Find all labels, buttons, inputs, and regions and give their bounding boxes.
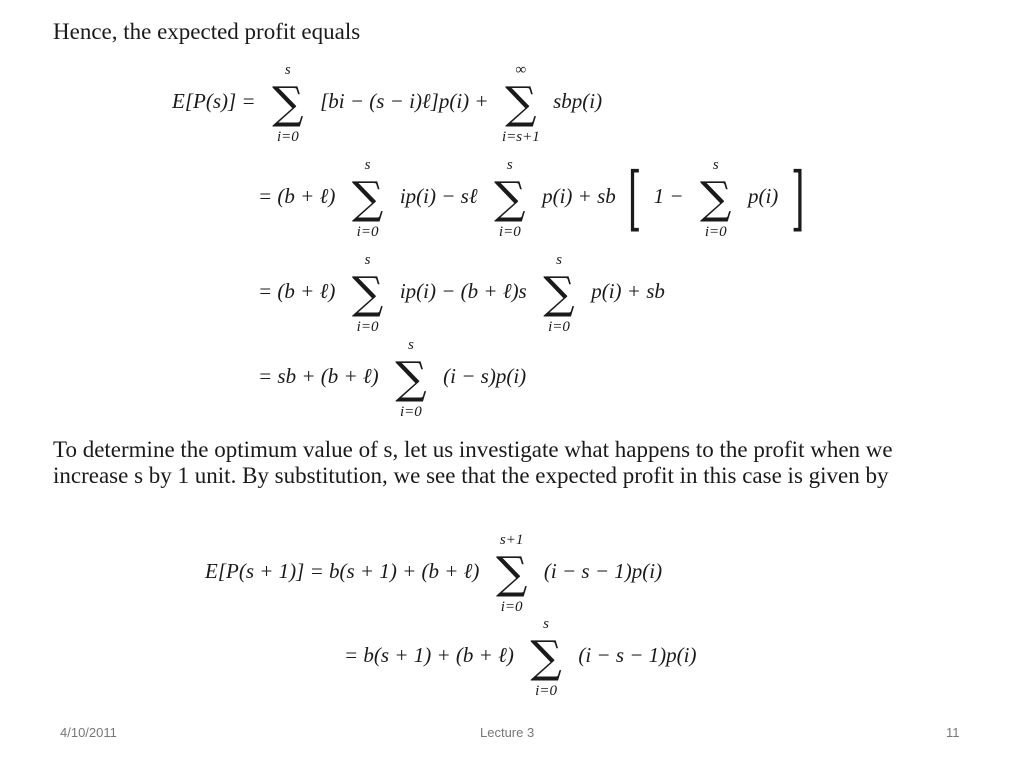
equation-line-4 (258, 337, 527, 420)
equation-term: [bi − (s − i)ℓ]p(i) + (320, 88, 489, 113)
equation-term: p(i) + sb (542, 183, 616, 208)
equation-term: p(i) (747, 183, 779, 208)
right-bracket: ] (790, 157, 805, 239)
equation-lhs: E[P(s)] = (172, 88, 256, 113)
summation-symbol: s ∑ i=0 (691, 163, 741, 233)
summation-symbol: s ∑ i=0 (485, 163, 535, 233)
equation-line-6 (344, 616, 697, 699)
sum-lower-limit: i=0 (400, 404, 422, 420)
equation-term: p(i) + sb (591, 278, 665, 303)
equation-term: (i − s − 1)p(i) (578, 642, 697, 667)
summation-symbol: ∞ ∑ i=s+1 (496, 68, 546, 138)
sum-lower-limit: i=0 (356, 224, 379, 240)
equation-term: sbp(i) (553, 88, 603, 113)
equation-line-1 (172, 62, 603, 145)
intro-text: Hence, the expected profit equals (53, 19, 361, 44)
body-paragraph: To determine the optimum value of s, let us investigate what happens to the profit when we increase s by 1 unit. By substitution, we see that the expected profit in this case is given by (53, 437, 893, 488)
equation-term: ip(i) − sℓ (399, 183, 478, 208)
equation-lead: = b(s + 1) + (b + ℓ) (344, 642, 514, 667)
summation-symbol: s ∑ i=0 (386, 343, 436, 413)
equation-term: 1 − (653, 183, 684, 208)
footer-page-number: 11 (946, 725, 960, 740)
sum-upper-limit: s (506, 157, 513, 173)
sum-upper-limit: s (284, 62, 291, 78)
summation-symbol: s ∑ i=0 (521, 622, 571, 692)
summation-symbol: s ∑ i=0 (343, 163, 393, 233)
sum-lower-limit: i=0 (498, 224, 521, 240)
footer-lecture-title: Lecture 3 (480, 725, 535, 740)
equation-line-2 (258, 157, 811, 240)
left-bracket: [ (627, 157, 642, 239)
equation-lead: = (b + ℓ) (258, 183, 336, 208)
sum-upper-limit: s (408, 337, 414, 353)
sum-upper-limit: ∞ (515, 62, 527, 78)
sum-lower-limit: i=0 (276, 129, 299, 145)
equation-lead: = (b + ℓ) (258, 278, 336, 303)
equation-lhs: E[P(s + 1)] = b(s + 1) + (b + ℓ) (205, 558, 480, 583)
sum-lower-limit: i=0 (704, 224, 727, 240)
sum-upper-limit: s (364, 252, 371, 268)
footer-date: 4/10/2011 (60, 725, 117, 740)
sum-upper-limit: s+1 (499, 532, 524, 548)
sum-upper-limit: s (543, 616, 549, 632)
summation-symbol: s ∑ i=0 (263, 68, 313, 138)
summation-symbol: s+1 ∑ i=0 (487, 538, 537, 608)
equation-line-5 (205, 532, 663, 615)
sum-lower-limit: i=0 (548, 319, 570, 335)
summation-symbol: s ∑ i=0 (343, 258, 393, 328)
equation-term: (i − s)p(i) (443, 363, 527, 388)
sum-lower-limit: i=0 (535, 683, 557, 699)
equation-line-3 (258, 252, 665, 335)
equation-term: (i − s − 1)p(i) (543, 558, 663, 583)
summation-symbol: s ∑ i=0 (534, 258, 584, 328)
sum-lower-limit: i=s+1 (501, 129, 540, 145)
equation-lead: = sb + (b + ℓ) (258, 363, 379, 388)
sum-upper-limit: s (364, 157, 371, 173)
sum-upper-limit: s (712, 157, 719, 173)
sum-upper-limit: s (556, 252, 562, 268)
sum-lower-limit: i=0 (356, 319, 379, 335)
sum-lower-limit: i=0 (500, 599, 523, 615)
equation-term: ip(i) − (b + ℓ)s (399, 278, 527, 303)
